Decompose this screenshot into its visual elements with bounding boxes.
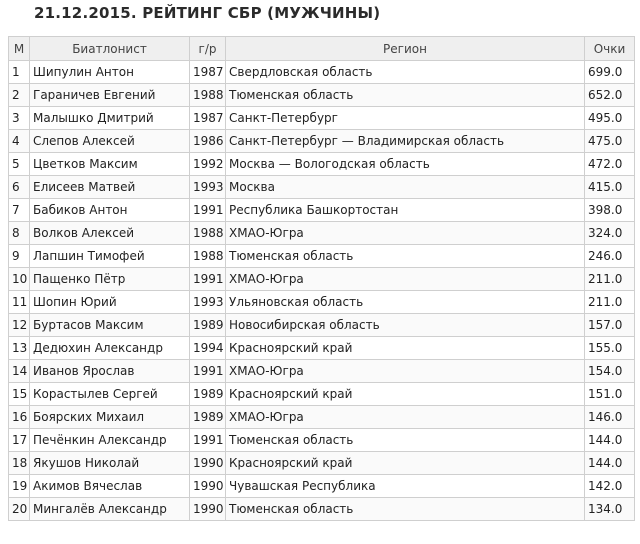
cell-points: 157.0	[585, 314, 635, 337]
cell-points: 475.0	[585, 130, 635, 153]
table-row	[9, 222, 635, 245]
table-row	[9, 153, 635, 176]
cell-birth-year: 1990	[190, 452, 226, 475]
cell-region: Ульяновская область	[226, 291, 585, 314]
cell-region: ХМАО-Югра	[226, 222, 585, 245]
cell-birth-year: 1987	[190, 107, 226, 130]
cell-region: Красноярский край	[226, 337, 585, 360]
table-row	[9, 452, 635, 475]
cell-region: Москва — Вологодская область	[226, 153, 585, 176]
cell-birth-year: 1988	[190, 84, 226, 107]
table-row	[9, 429, 635, 452]
cell-points: 142.0	[585, 475, 635, 498]
cell-place: 3	[9, 107, 30, 130]
cell-athlete: Волков Алексей	[30, 222, 190, 245]
cell-points: 146.0	[585, 406, 635, 429]
cell-birth-year: 1988	[190, 245, 226, 268]
table-row	[9, 130, 635, 153]
cell-region: Тюменская область	[226, 498, 585, 521]
cell-place: 11	[9, 291, 30, 314]
cell-place: 16	[9, 406, 30, 429]
table-row	[9, 360, 635, 383]
cell-place: 17	[9, 429, 30, 452]
cell-place: 18	[9, 452, 30, 475]
cell-region: Москва	[226, 176, 585, 199]
cell-athlete: Якушов Николай	[30, 452, 190, 475]
cell-region: Республика Башкортостан	[226, 199, 585, 222]
cell-athlete: Лапшин Тимофей	[30, 245, 190, 268]
page-title: 21.12.2015. РЕЙТИНГ СБР (МУЖЧИНЫ)	[34, 4, 381, 22]
cell-athlete: Цветков Максим	[30, 153, 190, 176]
cell-birth-year: 1988	[190, 222, 226, 245]
cell-athlete: Гараничев Евгений	[30, 84, 190, 107]
column-header-points[interactable]: Очки	[585, 37, 635, 61]
cell-athlete: Печёнкин Александр	[30, 429, 190, 452]
cell-athlete: Мингалёв Александр	[30, 498, 190, 521]
cell-place: 5	[9, 153, 30, 176]
cell-athlete: Иванов Ярослав	[30, 360, 190, 383]
cell-birth-year: 1990	[190, 475, 226, 498]
table-row	[9, 406, 635, 429]
cell-points: 211.0	[585, 268, 635, 291]
cell-place: 15	[9, 383, 30, 406]
cell-place: 6	[9, 176, 30, 199]
cell-place: 2	[9, 84, 30, 107]
cell-birth-year: 1991	[190, 268, 226, 291]
cell-birth-year: 1989	[190, 314, 226, 337]
cell-athlete: Бабиков Антон	[30, 199, 190, 222]
cell-points: 472.0	[585, 153, 635, 176]
column-header-place[interactable]: М	[9, 37, 30, 61]
cell-birth-year: 1989	[190, 383, 226, 406]
cell-birth-year: 1991	[190, 360, 226, 383]
cell-points: 144.0	[585, 429, 635, 452]
table-row	[9, 475, 635, 498]
table-row	[9, 383, 635, 406]
cell-birth-year: 1991	[190, 199, 226, 222]
cell-place: 13	[9, 337, 30, 360]
cell-athlete: Дедюхин Александр	[30, 337, 190, 360]
cell-place: 7	[9, 199, 30, 222]
cell-place: 12	[9, 314, 30, 337]
cell-region: Санкт-Петербург	[226, 107, 585, 130]
rating-table	[8, 36, 635, 521]
cell-region: Чувашская Республика	[226, 475, 585, 498]
cell-region: Тюменская область	[226, 429, 585, 452]
cell-place: 1	[9, 61, 30, 84]
table-row	[9, 84, 635, 107]
cell-points: 699.0	[585, 61, 635, 84]
cell-points: 652.0	[585, 84, 635, 107]
cell-region: ХМАО-Югра	[226, 268, 585, 291]
cell-region: Санкт-Петербург — Владимирская область	[226, 130, 585, 153]
table-row	[9, 337, 635, 360]
cell-points: 144.0	[585, 452, 635, 475]
cell-region: Новосибирская область	[226, 314, 585, 337]
cell-athlete: Акимов Вячеслав	[30, 475, 190, 498]
cell-region: ХМАО-Югра	[226, 406, 585, 429]
column-header-region[interactable]: Регион	[226, 37, 585, 61]
cell-athlete: Шопин Юрий	[30, 291, 190, 314]
cell-points: 415.0	[585, 176, 635, 199]
table-row	[9, 245, 635, 268]
table-body	[9, 61, 635, 521]
cell-place: 10	[9, 268, 30, 291]
cell-athlete: Буртасов Максим	[30, 314, 190, 337]
cell-birth-year: 1993	[190, 176, 226, 199]
cell-place: 20	[9, 498, 30, 521]
table-row	[9, 61, 635, 84]
cell-athlete: Елисеев Матвей	[30, 176, 190, 199]
table-row	[9, 314, 635, 337]
cell-place: 4	[9, 130, 30, 153]
cell-birth-year: 1994	[190, 337, 226, 360]
cell-points: 324.0	[585, 222, 635, 245]
cell-birth-year: 1990	[190, 498, 226, 521]
cell-athlete: Боярских Михаил	[30, 406, 190, 429]
table-row	[9, 498, 635, 521]
cell-birth-year: 1986	[190, 130, 226, 153]
cell-points: 211.0	[585, 291, 635, 314]
table-header-row	[9, 37, 635, 61]
cell-birth-year: 1987	[190, 61, 226, 84]
cell-place: 8	[9, 222, 30, 245]
cell-points: 155.0	[585, 337, 635, 360]
cell-place: 9	[9, 245, 30, 268]
table-row	[9, 291, 635, 314]
cell-points: 495.0	[585, 107, 635, 130]
cell-points: 154.0	[585, 360, 635, 383]
cell-region: Красноярский край	[226, 383, 585, 406]
table-row	[9, 268, 635, 291]
cell-points: 151.0	[585, 383, 635, 406]
cell-birth-year: 1991	[190, 429, 226, 452]
table-row	[9, 176, 635, 199]
cell-region: Свердловская область	[226, 61, 585, 84]
cell-birth-year: 1993	[190, 291, 226, 314]
cell-place: 19	[9, 475, 30, 498]
cell-athlete: Малышко Дмитрий	[30, 107, 190, 130]
cell-place: 14	[9, 360, 30, 383]
cell-athlete: Пащенко Пётр	[30, 268, 190, 291]
cell-points: 398.0	[585, 199, 635, 222]
cell-athlete: Шипулин Антон	[30, 61, 190, 84]
cell-athlete: Корастылев Сергей	[30, 383, 190, 406]
cell-region: Тюменская область	[226, 245, 585, 268]
cell-birth-year: 1992	[190, 153, 226, 176]
cell-birth-year: 1989	[190, 406, 226, 429]
cell-region: ХМАО-Югра	[226, 360, 585, 383]
cell-athlete: Слепов Алексей	[30, 130, 190, 153]
column-header-athlete[interactable]: Биатлонист	[30, 37, 190, 61]
table-row	[9, 199, 635, 222]
cell-points: 134.0	[585, 498, 635, 521]
table-row	[9, 107, 635, 130]
cell-region: Тюменская область	[226, 84, 585, 107]
column-header-birth-year[interactable]: г/р	[190, 37, 226, 61]
cell-region: Красноярский край	[226, 452, 585, 475]
cell-points: 246.0	[585, 245, 635, 268]
